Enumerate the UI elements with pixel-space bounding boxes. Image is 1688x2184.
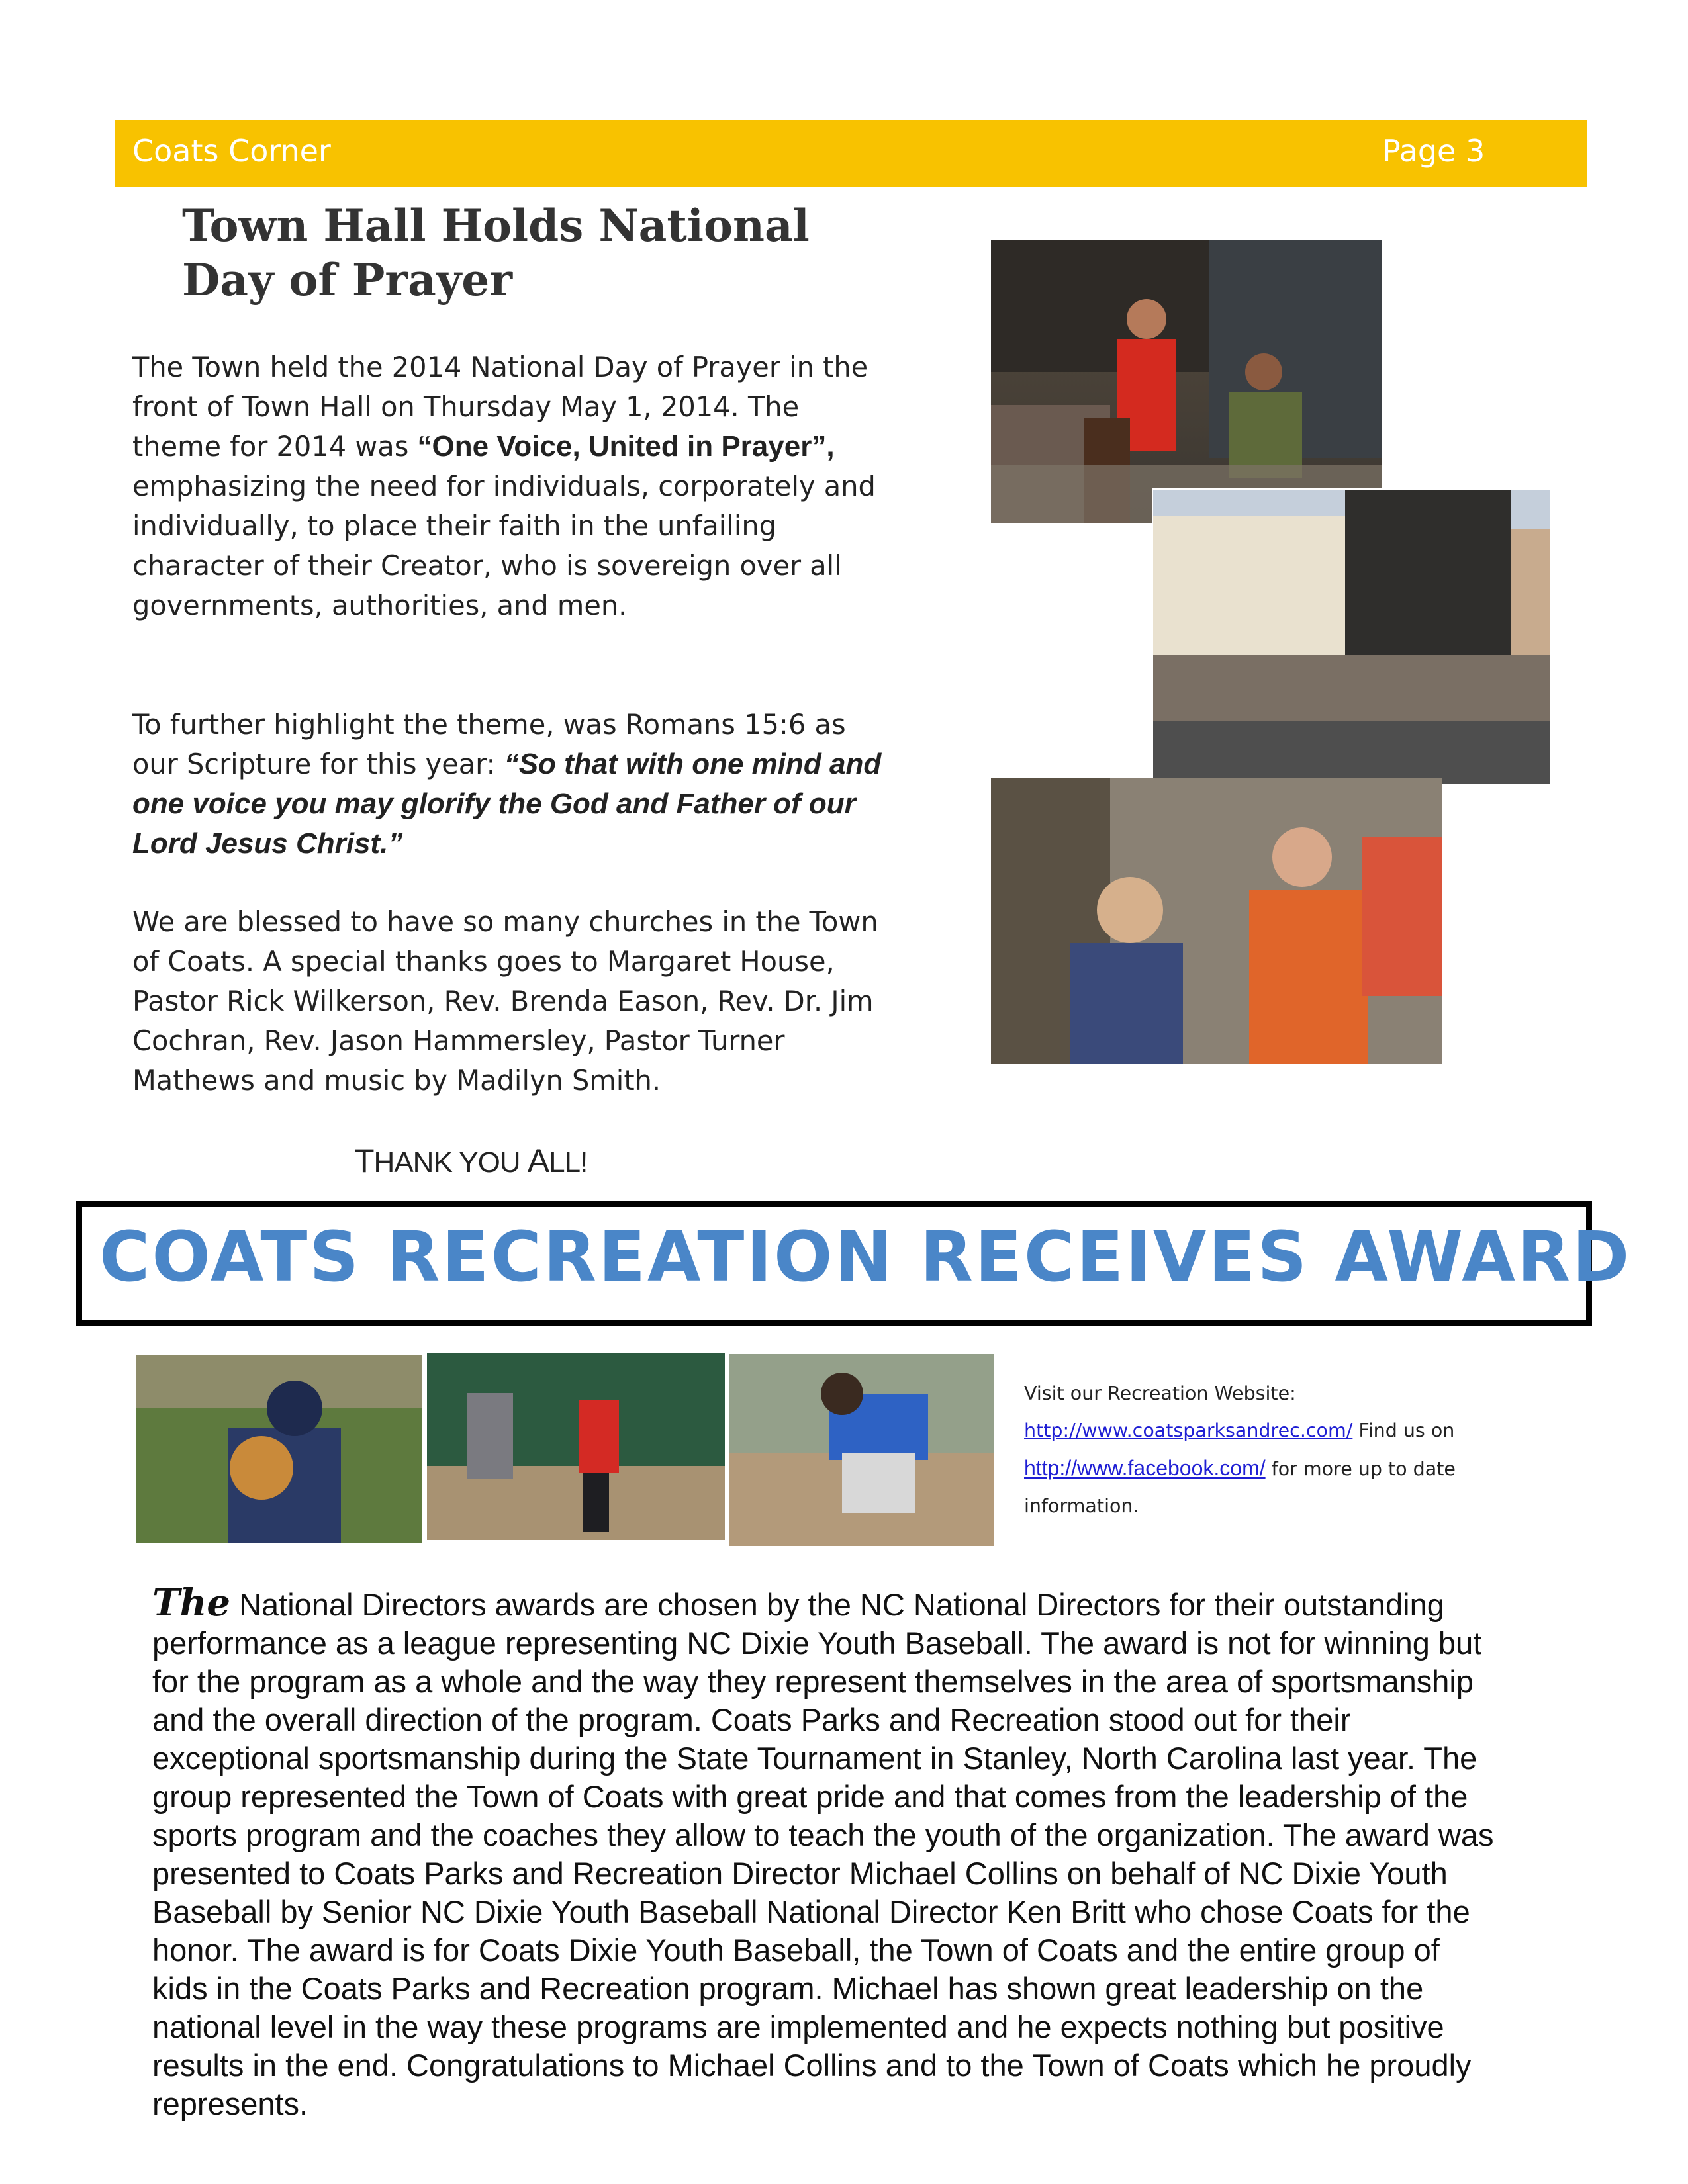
prayer-article-title [182,199,844,307]
prayer-photo-crowd-art [1153,490,1550,784]
award-line-0 [152,1581,1602,1625]
thanks-t: T [354,1142,374,1179]
award-line-9: honor. The award is for Coats Dixie Youth Baseball, the Town of Coats and the entire group of [152,1933,1440,1968]
visit-label: Visit our Recreation Website: [1024,1383,1296,1404]
prayer-title-line2: Day of Prayer [182,254,512,306]
facebook-link[interactable]: http://www.facebook.com/ [1024,1456,1266,1480]
award-line-0-text: National Directors awards are chosen by the NC National Directors for their outstanding [230,1587,1444,1622]
prayer-photo-music-art [991,778,1442,1064]
prayer-theme: “One Voice, United in Prayer”, [417,430,835,463]
recreation-website-link[interactable]: http://www.coatsparksandrec.com/ [1024,1420,1353,1441]
page-number: Page 3 [1382,133,1485,169]
award-line-4: exceptional sportsmanship during the State Tournament in Stanley, North Carolina last year. The [152,1741,1477,1776]
thanks-a: A [527,1142,549,1179]
baseball-photo-pitcher [136,1355,422,1543]
prayer-photo-speaker [991,240,1382,523]
award-article-body [152,1581,1602,2123]
thanks-ll: LL! [549,1146,588,1179]
thank-you-all [354,1142,587,1180]
prayer-p3-text: We are blessed to have so many churches in the Town of Coats. A special thanks goes to Margaret House, Pastor Rick Wilkerson, Rev. Brenda Eason, Rev. Dr. Jim Cochran, Rev. Jason Hammersley, Pastor Turner Mathews and music by Madilyn Smith. [132,905,878,1097]
prayer-p2-intro: To further highlight the theme, was Romans 15:6 as our Scripture for this year: [132,708,846,780]
prayer-photo-crowd [1152,488,1550,784]
award-line-13: represents. [152,2086,308,2121]
prayer-paragraph-3 [132,902,894,1101]
award-line-6: sports program and the coaches they allow to teach the youth of the organization. The award was [152,1817,1494,1852]
prayer-p1-rest: emphasizing the need for individuals, corporately and individually, to place their faith in the unfailing character of their Creator, who is sovereign over all governments, authorities, and men. [132,470,876,621]
award-line-10: kids in the Coats Parks and Recreation program. Michael has shown great leadership on the [152,1971,1424,2006]
prayer-paragraph-2 [132,705,894,864]
award-line-1: performance as a league representing NC Dixie Youth Baseball. The award is not for winning but [152,1625,1482,1661]
award-line-8: Baseball by Senior NC Dixie Youth Baseball National Director Ken Britt who chose Coats for the [152,1894,1470,1929]
baseball-photo-batter [427,1353,725,1540]
award-line-2: for the program as a whole and the way they represent themselves in the area of sportsmanship [152,1664,1474,1699]
prayer-paragraph-1 [132,347,894,625]
award-line-5: group represented the Town of Coats with great pride and that comes from the leadership of the [152,1779,1468,1814]
award-line-7: presented to Coats Parks and Recreation Director Michael Collins on behalf of NC Dixie Youth [152,1856,1448,1891]
award-line-12: results in the end. Congratulations to Michael Collins and to the Town of Coats which he proudly [152,2048,1472,2083]
award-line-11: national level in the way these programs are implemented and he expects nothing but positive [152,2009,1444,2044]
thanks-hank: HANK YOU [373,1146,528,1179]
award-title: COATS RECREATION RECEIVES AWARD [99,1216,1632,1297]
prayer-photo-speaker-art [991,240,1382,523]
baseball-photo-pitcher-art [136,1355,422,1543]
more-info-text: for more up to date information. [1024,1458,1456,1517]
find-us-text: Find us on [1352,1420,1455,1441]
header-bar [115,120,1587,187]
baseball-photo-fielder [729,1354,994,1546]
publication-name: Coats Corner [132,133,331,169]
baseball-photo-fielder-art [729,1354,994,1546]
award-lead-word: The [152,1581,231,1625]
scripture-quote: “So that with one mind and one voice you may glorify the God and Father of our Lord Jesus Christ.” [132,748,882,860]
prayer-p1-intro: The Town held the 2014 National Day of Prayer in the front of Town Hall on Thursday May 1, 2014. The theme for 2014 was [132,351,868,463]
award-line-3: and the overall direction of the program. Coats Parks and Recreation stood out for their [152,1702,1351,1737]
recreation-website-info [1024,1375,1554,1525]
baseball-photo-batter-art [427,1353,725,1540]
prayer-title-line1: Town Hall Holds National [182,200,810,251]
prayer-photo-music [991,778,1442,1064]
